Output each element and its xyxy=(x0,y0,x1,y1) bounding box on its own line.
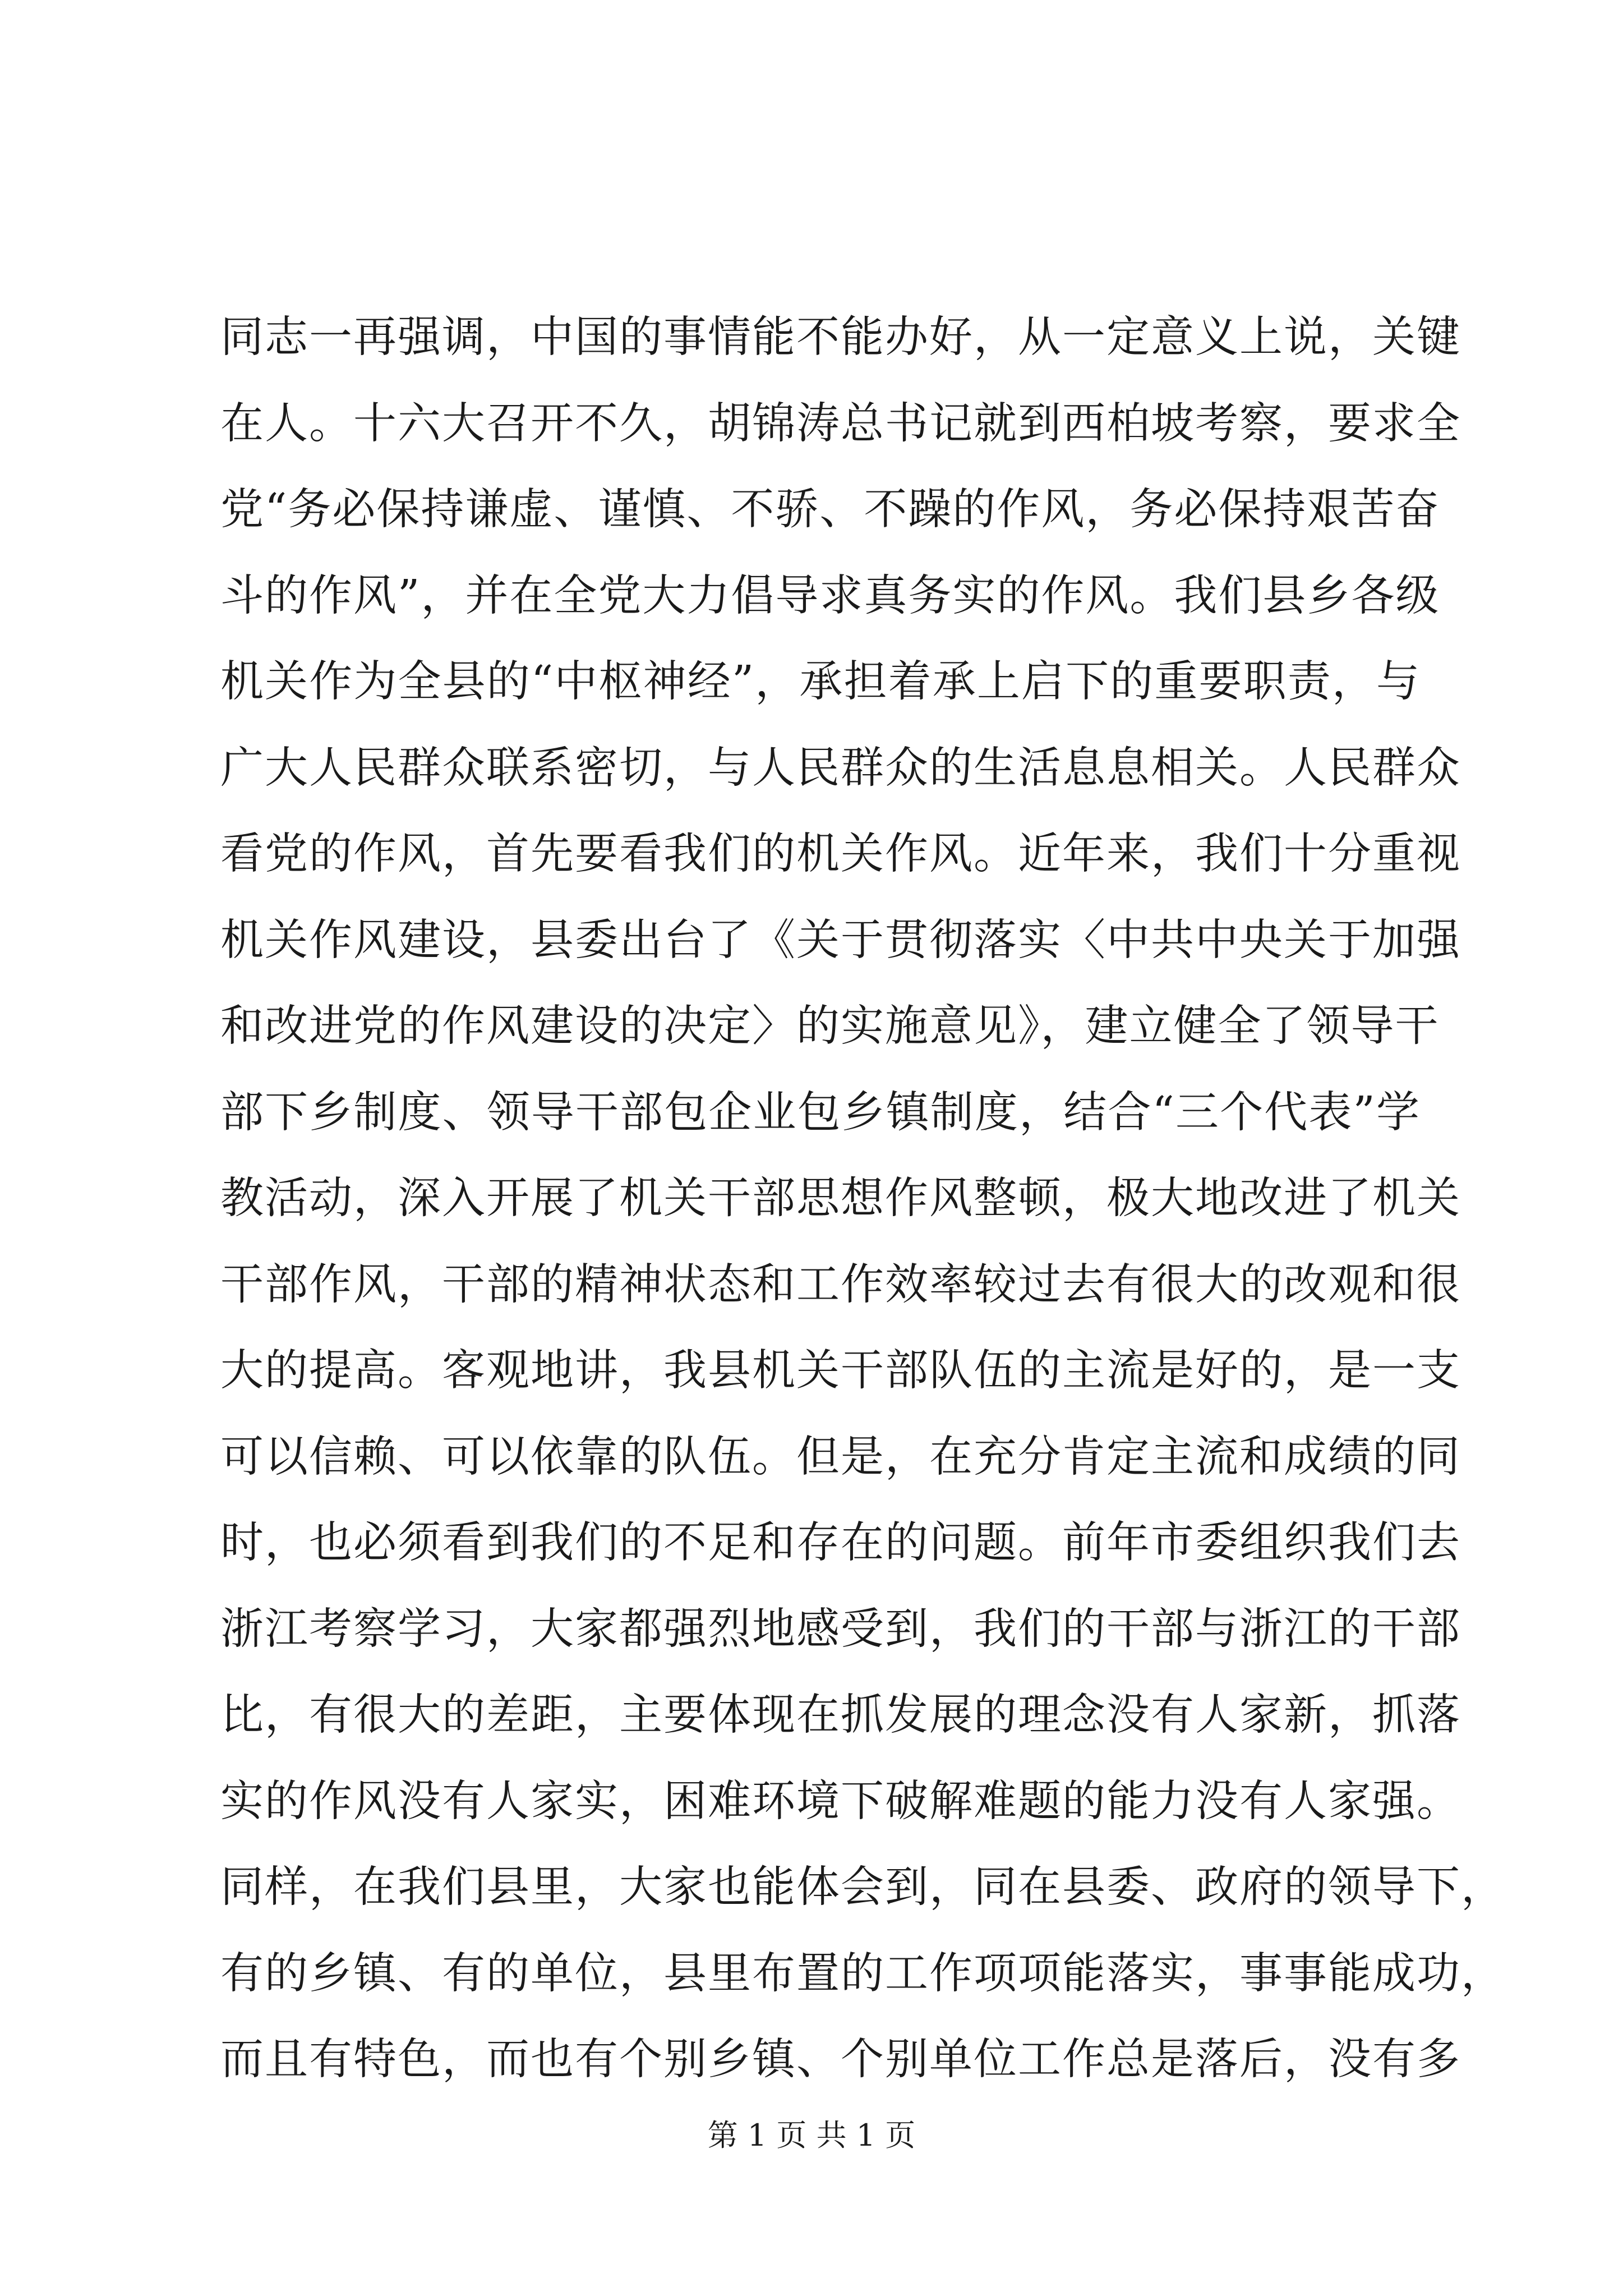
text-line: 实的作风没有人家实，困难环境下破解难题的能力没有人家强。 xyxy=(220,1776,1461,1826)
text-line: 机关作风建设，县委出台了《关于贯彻落实〈中共中央关于加强 xyxy=(220,915,1461,965)
text-line: 机关作为全县的“中枢神经”，承担着承上启下的重要职责，与 xyxy=(220,657,1421,707)
text-line: 部下乡制度、领导干部包企业包乡镇制度，结合“三个代表”学 xyxy=(220,1087,1421,1138)
page-number-footer: 第 1 页 共 1 页 xyxy=(707,2118,916,2153)
text-line: 可以信赖、可以依靠的队伍。但是，在充分肯定主流和成绩的同 xyxy=(220,1432,1461,1482)
text-line: 而且有特色，而也有个别乡镇、个别单位工作总是落后，没有多 xyxy=(220,2035,1461,2085)
text-line: 时，也必须看到我们的不足和存在的问题。前年市委组织我们去 xyxy=(220,1518,1461,1568)
text-line: 教活动，深入开展了机关干部思想作风整顿，极大地改进了机关 xyxy=(220,1174,1461,1223)
text-line: 党“务必保持谦虚、谨慎、不骄、不躁的作风，务必保持艰苦奋 xyxy=(220,485,1440,535)
body-text xyxy=(220,295,1505,2103)
text-line: 斗的作风”，并在全党大力倡导求真务实的作风。我们县乡各级 xyxy=(220,570,1440,621)
text-line: 浙江考察学习，大家都强烈地感受到，我们的干部与浙江的干部 xyxy=(220,1604,1461,1654)
text-line: 广大人民群众联系密切，与人民群众的生活息息相关。人民群众 xyxy=(220,743,1461,793)
text-line: 比，有很大的差距，主要体现在抓发展的理念没有人家新，抓落 xyxy=(220,1690,1461,1740)
text-line: 同样，在我们县里，大家也能体会到，同在县委、政府的领导下， xyxy=(220,1862,1505,1912)
text-line: 看党的作风，首先要看我们的机关作风。近年来，我们十分重视 xyxy=(220,829,1461,879)
text-line: 有的乡镇、有的单位，县里布置的工作项项能落实，事事能成功， xyxy=(220,1948,1505,1999)
text-line: 同志一再强调，中国的事情能不能办好，从一定意义上说，关键 xyxy=(220,312,1461,362)
text-line: 干部作风，干部的精神状态和工作效率较过去有很大的改观和很 xyxy=(220,1259,1461,1310)
text-line: 和改进党的作风建设的决定〉的实施意见》，建立健全了领导干 xyxy=(220,1001,1440,1051)
text-line: 大的提高。客观地讲，我县机关干部队伍的主流是好的，是一支 xyxy=(220,1346,1461,1396)
text-line: 在人。十六大召开不久，胡锦涛总书记就到西柏坡考察，要求全 xyxy=(220,398,1461,449)
